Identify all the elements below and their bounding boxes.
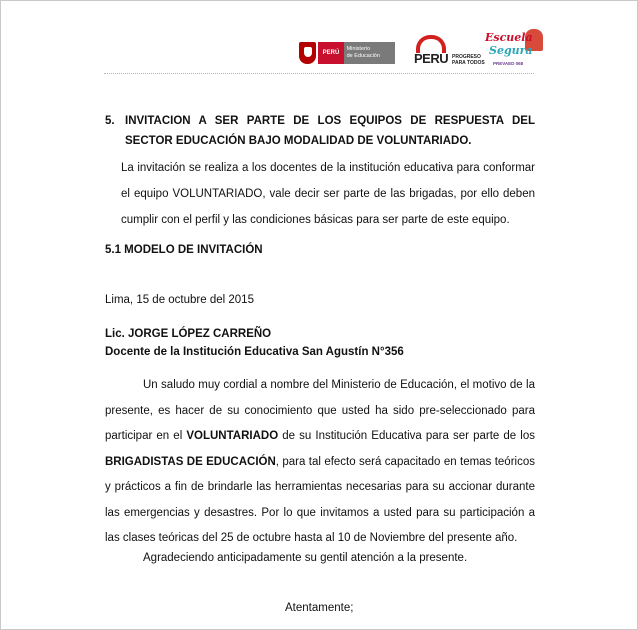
- body-text-1: Un saludo muy cordial a nombre del Ministerio de Educación, el motivo de la presente, es hacer de su conocimiento que usted ha sido pre-seleccionado para participar en el: [105, 379, 535, 442]
- peru-sub-line2: PARA TODOS: [452, 60, 485, 66]
- peru-subtitle: [452, 54, 485, 66]
- letter-closing: Atentamente;: [285, 602, 354, 614]
- recipient-name: Lic. JORGE LÓPEZ CARREÑO: [105, 328, 272, 340]
- peru-word: PERU: [414, 51, 449, 66]
- minedu-logo: [299, 41, 395, 65]
- escuela-line3: PREVAED 068: [493, 61, 524, 66]
- section-5-heading: [105, 111, 535, 151]
- section-5-number: 5.: [105, 115, 115, 127]
- header-divider: [104, 73, 534, 74]
- recipient-role: Docente de la Institución Educativa San Agustín N°356: [105, 346, 404, 358]
- body-bold-voluntariado: VOLUNTARIADO: [186, 430, 279, 442]
- peru-progreso-logo: [414, 35, 494, 71]
- subsection-5-1-title: 5.1 MODELO DE INVITACIÓN: [105, 244, 263, 256]
- escuela-segura-logo: [485, 27, 551, 75]
- peru-shield-icon: [299, 42, 316, 64]
- minedu-peru-label: PERÚ: [318, 42, 343, 64]
- escuela-line2: Segura: [489, 44, 533, 57]
- escuela-line1: Escuela: [485, 31, 533, 44]
- minedu-line1: Ministerio: [346, 46, 371, 52]
- section-5-title: INVITACION A SER PARTE DE LOS EQUIPOS DE RESPUESTA DEL SECTOR EDUCACIÓN BAJO MODALIDAD DE VOLUNTARIADO.: [125, 115, 535, 147]
- letter-date: Lima, 15 de octubre del 2015: [105, 294, 254, 306]
- section-5-intro: La invitación se realiza a los docentes de la institución educativa para conformar el equipo VOLUNTARIADO, vale decir ser parte de las brigadas, por ello deben cumplir con el perfil y las condiciones básicas para ser parte de este equipo.: [121, 162, 535, 226]
- body-bold-brigadistas: BRIGADISTAS DE EDUCACIÓN: [105, 455, 276, 468]
- header-logos: [291, 27, 551, 77]
- letter-thanks: Agradeciendo anticipadamente su gentil atención a la presente.: [143, 552, 468, 564]
- letter-body: [105, 373, 535, 552]
- body-text-3: , para tal efecto será capacitado en temas teóricos y prácticos a fin de brindarle las herramientas necesarias para su accionar durante las emergencias y desastres. Por lo que invitamos a usted para su participación a las clases teóricas del 25 de octubre hasta al 10 de Noviembre del presente año.: [105, 455, 535, 544]
- body-text-2: de su Institución Educativa para ser parte de los: [278, 430, 536, 442]
- minedu-line2: de Educación: [346, 53, 380, 59]
- peru-sub-line1: PROGRESO: [452, 54, 481, 60]
- minedu-label: [344, 42, 395, 64]
